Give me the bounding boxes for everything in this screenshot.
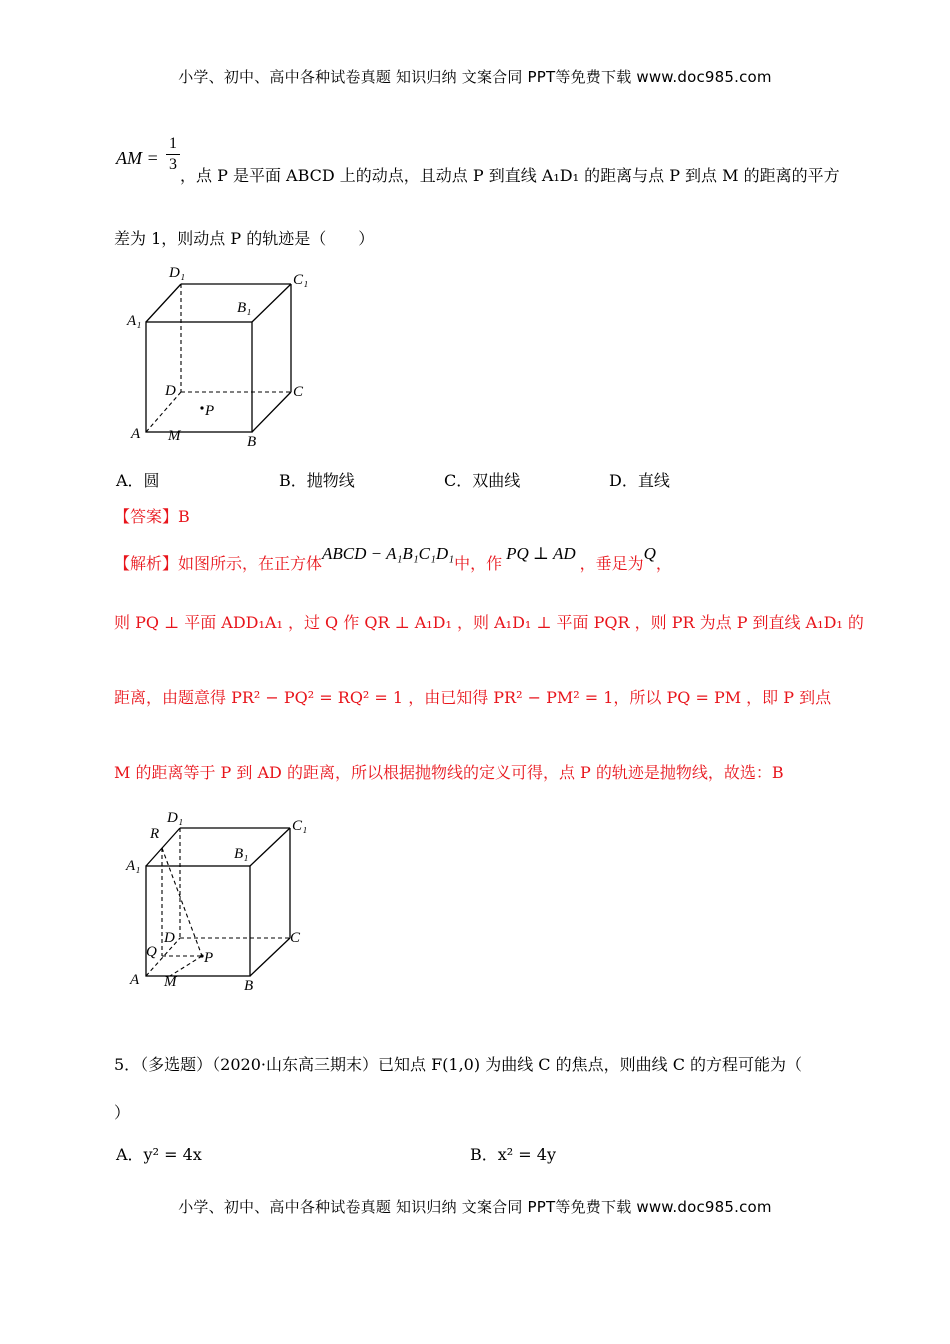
label-r: R [150,826,160,842]
cube-figure-2 [120,806,330,996]
analysis-l1c: 中，作 [454,554,503,573]
label-d: D [164,930,175,946]
analysis-l1f: Q [643,544,656,563]
label-a1: A₁ [127,313,142,329]
analysis-line-2: 则 PQ ⊥ 平面 ADD₁A₁ ，过 Q 作 QR ⊥ A₁D₁ ，则 A₁D₁ ⊥ 平面 PQR ，则 PR 为点 P 到直线 A₁D₁ 的 [114,613,864,632]
analysis-l1a: 【解析】如图所示，在正方体 [114,554,323,573]
analysis-line-1 [114,544,672,574]
q5-line-1: 5．（多选题）（2020·山东高三期末）已知点 F(1,0) 为曲线 C 的焦点，则曲线 C 的方程可能为（ [114,1055,803,1074]
label-c1: C₁ [292,818,308,834]
label-c: C [290,930,301,946]
problem-line-1: ，点 P 是平面 ABCD 上的动点，且动点 P 到直线 A₁D₁ 的距离与点 P 到点 M 的距离的平方 [180,166,840,185]
option-a: A．圆 [116,471,160,490]
q5-line-2: ） [114,1103,131,1122]
label-b1: B₁ [234,846,249,862]
fraction-numerator: 1 [169,135,177,152]
problem-line-2: 差为 1，则动点 P 的轨迹是（ ） [114,229,375,248]
analysis-l1d: PQ ⊥ AD [506,544,576,563]
label-m: M [164,974,177,990]
am-lhs: AM = [116,148,159,168]
label-a1: A₁ [126,858,141,874]
label-a: A [130,972,140,988]
option-c: C．双曲线 [444,471,521,490]
label-p: P [204,950,214,966]
analysis-l1e: ，垂足为 [579,554,644,573]
label-q: Q [146,944,157,960]
fraction-denominator: 3 [169,156,177,173]
analysis-l1b: ABCD − A₁B₁C₁D₁ [322,544,455,563]
q5-option-b: B．x² = 4y [470,1145,556,1164]
label-p: P [205,403,215,419]
cube-figure-1 [125,262,325,452]
analysis-l1g: ， [655,554,672,573]
analysis-line-3: 距离，由题意得 PR² − PQ² = RQ² = 1 ，由已知得 PR² − PM² = 1，所以 PQ = PM ，即 P 到点 [114,688,832,707]
label-d1: D₁ [167,810,184,826]
label-a: A [131,426,141,442]
label-b1: B₁ [237,300,252,316]
label-b: B [247,434,257,450]
option-b: B．抛物线 [279,471,355,490]
label-b: B [244,978,254,994]
label-d1: D₁ [169,265,186,281]
q5-option-a: A．y² = 4x [116,1145,202,1164]
page-header: 小学、初中、高中各种试卷真题 知识归纳 文案合同 PPT等免费下载 www.doc985.com [178,68,772,86]
option-d: D．直线 [609,471,670,490]
label-d: D [165,383,176,399]
fraction-1-3 [166,135,180,174]
answer: 【答案】B [114,507,190,526]
label-m: M [168,428,181,444]
analysis-line-4: M 的距离等于 P 到 AD 的距离，所以根据抛物线的定义可得，点 P 的轨迹是抛物线，故选：B [114,763,784,782]
label-c1: C₁ [293,272,309,288]
label-c: C [293,384,304,400]
page-footer: 小学、初中、高中各种试卷真题 知识归纳 文案合同 PPT等免费下载 www.doc985.com [178,1198,772,1216]
